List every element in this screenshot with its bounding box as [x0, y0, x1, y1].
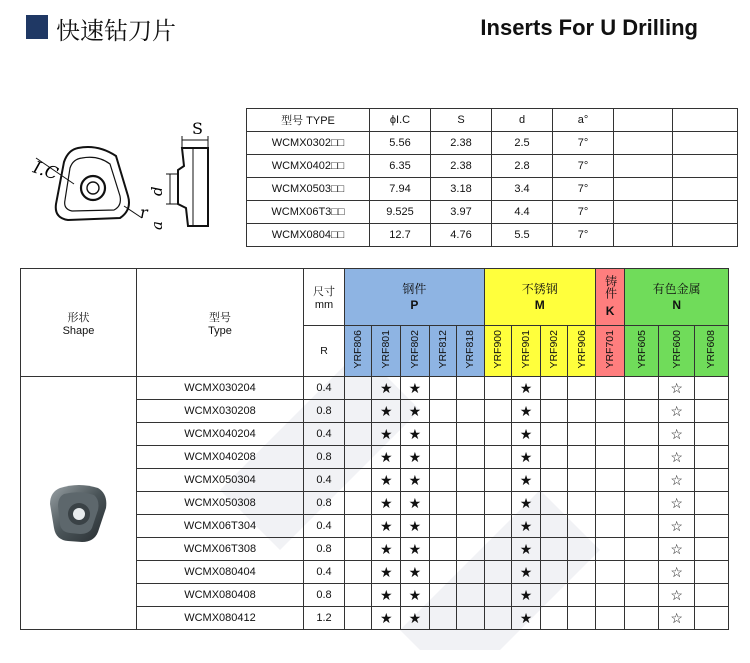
recommended-star-icon: ★ [372, 423, 401, 446]
grade-cell [568, 584, 595, 607]
grade-header-yrf600 [659, 326, 694, 377]
grade-name: YRF812 [437, 330, 450, 369]
grade-header-yrf801 [372, 326, 401, 377]
type-cell: WCMX080408 [137, 584, 304, 607]
recommended-star-icon: ★ [401, 561, 430, 584]
grade-cell [457, 584, 484, 607]
grade-name: YRF701 [604, 330, 617, 369]
grade-cell [429, 607, 456, 630]
spec-type-cell: WCMX06T3□□ [247, 201, 370, 224]
material-group-code: K [605, 304, 615, 318]
grade-cell [429, 561, 456, 584]
grade-header-yrf605 [625, 326, 659, 377]
grade-cell [457, 607, 484, 630]
grade-cell [694, 607, 728, 630]
grade-cell [457, 469, 484, 492]
grade-cell [484, 469, 511, 492]
grade-cell [540, 584, 567, 607]
recommended-star-icon: ★ [372, 584, 401, 607]
grade-cell [429, 492, 456, 515]
grade-cell [457, 538, 484, 561]
recommended-star-icon: ★ [512, 584, 541, 607]
spec-type-cell: WCMX0804□□ [247, 224, 370, 247]
recommended-star-icon: ★ [512, 400, 541, 423]
spec-row [247, 155, 738, 178]
grade-cell [345, 584, 372, 607]
grade-cell [595, 423, 625, 446]
grade-cell [568, 423, 595, 446]
spec-value-cell: 3.97 [431, 201, 492, 224]
size-header-unit: mm [314, 299, 334, 311]
spec-header-type: 型号 TYPE [247, 109, 370, 132]
grade-cell [484, 607, 511, 630]
spec-value-cell: 5.5 [492, 224, 553, 247]
type-header [137, 269, 304, 377]
spec-value-cell: 4.4 [492, 201, 553, 224]
recommended-star-icon: ★ [401, 423, 430, 446]
recommended-star-icon: ★ [372, 492, 401, 515]
grade-cell [540, 469, 567, 492]
label-ic: I.C [30, 157, 61, 185]
recommended-star-icon: ★ [372, 607, 401, 630]
spec-header-blank [614, 109, 673, 132]
grade-cell [568, 492, 595, 515]
grade-cell [484, 492, 511, 515]
grade-cell [625, 584, 659, 607]
size-header-cn: 尺寸 [313, 286, 335, 298]
grade-cell [694, 446, 728, 469]
grade-table [20, 268, 729, 630]
spec-header-ic: ϕI.C [370, 109, 431, 132]
label-r: r [140, 203, 148, 222]
material-group-cn: 不锈钢 [521, 282, 558, 296]
grade-cell [625, 492, 659, 515]
recommended-star-icon: ★ [512, 607, 541, 630]
spec-value-cell: 3.18 [431, 178, 492, 201]
label-d: d [148, 186, 166, 196]
material-group-cn: 有色金属 [652, 282, 701, 296]
spec-value-cell [673, 178, 738, 201]
spec-value-cell: 6.35 [370, 155, 431, 178]
grade-cell [484, 400, 511, 423]
grade-header-yrf901 [512, 326, 541, 377]
recommended-star-icon: ★ [401, 469, 430, 492]
grade-cell [429, 538, 456, 561]
material-group-p [345, 269, 485, 326]
grade-cell [568, 538, 595, 561]
recommended-star-icon: ★ [512, 561, 541, 584]
grade-cell [429, 423, 456, 446]
grade-cell [595, 446, 625, 469]
spec-value-cell: 9.525 [370, 201, 431, 224]
spec-value-cell: 3.4 [492, 178, 553, 201]
grade-header-yrf806 [345, 326, 372, 377]
grade-cell [540, 492, 567, 515]
grade-cell [625, 607, 659, 630]
material-group-m [484, 269, 595, 326]
spec-value-cell [614, 201, 673, 224]
grade-cell [540, 423, 567, 446]
grade-name: YRF600 [670, 330, 683, 369]
grade-cell [457, 492, 484, 515]
shape-header-cn: 形状 [67, 311, 90, 324]
recommended-star-icon: ★ [512, 446, 541, 469]
grade-header-yrf701 [595, 326, 625, 377]
grade-header-yrf818 [457, 326, 484, 377]
optional-star-icon: ☆ [659, 584, 694, 607]
recommended-star-icon: ★ [372, 446, 401, 469]
optional-star-icon: ☆ [659, 607, 694, 630]
grade-cell [540, 446, 567, 469]
spec-value-cell: 7° [553, 224, 614, 247]
recommended-star-icon: ★ [401, 607, 430, 630]
grade-cell [595, 584, 625, 607]
grade-row [21, 377, 729, 400]
grade-cell [625, 469, 659, 492]
recommended-star-icon: ★ [512, 515, 541, 538]
grade-header-yrf900 [484, 326, 511, 377]
grade-cell [484, 423, 511, 446]
grade-cell [595, 515, 625, 538]
grade-cell [429, 377, 456, 400]
shape-header [21, 269, 137, 377]
recommended-star-icon: ★ [372, 538, 401, 561]
type-header-en: Type [208, 324, 232, 337]
grade-cell [540, 377, 567, 400]
grade-cell [625, 446, 659, 469]
radius-cell: 0.8 [304, 492, 345, 515]
grade-name: YRF906 [575, 330, 588, 369]
grade-cell [429, 446, 456, 469]
grade-cell [457, 377, 484, 400]
recommended-star-icon: ★ [401, 492, 430, 515]
radius-cell: 0.4 [304, 561, 345, 584]
material-group-k [595, 269, 625, 326]
recommended-star-icon: ★ [512, 492, 541, 515]
optional-star-icon: ☆ [659, 469, 694, 492]
optional-star-icon: ☆ [659, 446, 694, 469]
optional-star-icon: ☆ [659, 515, 694, 538]
spec-value-cell: 2.8 [492, 155, 553, 178]
grade-name: YRF818 [464, 330, 477, 369]
recommended-star-icon: ★ [372, 561, 401, 584]
grade-cell [568, 377, 595, 400]
insert-shape-image [46, 482, 112, 544]
grade-name: YRF806 [352, 330, 365, 369]
recommended-star-icon: ★ [401, 538, 430, 561]
spec-row [247, 132, 738, 155]
grade-name: YRF902 [548, 330, 561, 369]
shape-header-en: Shape [62, 324, 95, 337]
grade-header-yrf802 [401, 326, 430, 377]
grade-header-yrf608 [694, 326, 728, 377]
spec-value-cell [614, 224, 673, 247]
recommended-star-icon: ★ [512, 423, 541, 446]
grade-cell [568, 446, 595, 469]
radius-cell: 0.4 [304, 469, 345, 492]
material-group-code: P [410, 298, 419, 312]
spec-value-cell: 4.76 [431, 224, 492, 247]
type-cell: WCMX050308 [137, 492, 304, 515]
spec-value-cell: 2.38 [431, 132, 492, 155]
radius-cell: 0.8 [304, 538, 345, 561]
label-s: S [192, 119, 203, 138]
spec-value-cell: 5.56 [370, 132, 431, 155]
spec-row [247, 201, 738, 224]
type-cell: WCMX080404 [137, 561, 304, 584]
grade-cell [429, 469, 456, 492]
grade-cell [457, 446, 484, 469]
radius-cell: 0.8 [304, 446, 345, 469]
grade-cell [429, 515, 456, 538]
type-cell: WCMX06T304 [137, 515, 304, 538]
grade-cell [595, 400, 625, 423]
spec-value-cell [673, 201, 738, 224]
grade-cell [457, 400, 484, 423]
spec-row [247, 178, 738, 201]
grade-cell [694, 561, 728, 584]
label-a: a [148, 221, 166, 230]
grade-cell [568, 400, 595, 423]
type-cell: WCMX050304 [137, 469, 304, 492]
grade-cell [595, 607, 625, 630]
type-cell: WCMX040208 [137, 446, 304, 469]
spec-value-cell: 7.94 [370, 178, 431, 201]
grade-cell [429, 584, 456, 607]
grade-cell [595, 469, 625, 492]
grade-cell [625, 561, 659, 584]
grade-cell [484, 446, 511, 469]
spec-type-cell: WCMX0402□□ [247, 155, 370, 178]
optional-star-icon: ☆ [659, 492, 694, 515]
grade-cell [457, 561, 484, 584]
r-header: R [304, 326, 345, 377]
grade-cell [429, 400, 456, 423]
material-group-code: N [672, 298, 682, 312]
spec-value-cell: 2.38 [431, 155, 492, 178]
material-group-n [625, 269, 729, 326]
grade-cell [484, 377, 511, 400]
spec-value-cell: 7° [553, 178, 614, 201]
type-cell: WCMX06T308 [137, 538, 304, 561]
grade-header-row-1 [21, 269, 729, 326]
grade-cell [540, 538, 567, 561]
recommended-star-icon: ★ [401, 446, 430, 469]
optional-star-icon: ☆ [659, 377, 694, 400]
grade-cell [625, 515, 659, 538]
grade-cell [595, 561, 625, 584]
grade-cell [595, 492, 625, 515]
spec-value-cell [614, 155, 673, 178]
optional-star-icon: ☆ [659, 423, 694, 446]
grade-cell [345, 446, 372, 469]
grade-cell [694, 515, 728, 538]
spec-value-cell: 12.7 [370, 224, 431, 247]
grade-cell [694, 492, 728, 515]
material-group-code: M [534, 298, 545, 312]
optional-star-icon: ☆ [659, 400, 694, 423]
title-marker [26, 15, 48, 39]
grade-cell [568, 469, 595, 492]
grade-cell [345, 423, 372, 446]
type-cell: WCMX040204 [137, 423, 304, 446]
recommended-star-icon: ★ [401, 400, 430, 423]
grade-cell [484, 515, 511, 538]
spec-value-cell: 7° [553, 155, 614, 178]
grade-cell [540, 400, 567, 423]
spec-value-cell: 2.5 [492, 132, 553, 155]
type-cell: WCMX030204 [137, 377, 304, 400]
grade-cell [457, 515, 484, 538]
radius-cell: 0.4 [304, 423, 345, 446]
grade-cell [625, 538, 659, 561]
grade-cell [694, 469, 728, 492]
grade-cell [484, 538, 511, 561]
grade-name: YRF802 [408, 330, 421, 369]
grade-name: YRF901 [520, 330, 533, 369]
grade-cell [694, 584, 728, 607]
grade-cell [595, 377, 625, 400]
spec-value-cell [673, 132, 738, 155]
grade-header-yrf906 [568, 326, 595, 377]
grade-header-yrf902 [540, 326, 567, 377]
spec-header-s: S [431, 109, 492, 132]
grade-name: YRF801 [380, 330, 393, 369]
grade-cell [345, 377, 372, 400]
grade-cell [694, 377, 728, 400]
grade-cell [484, 561, 511, 584]
insert-top-view [56, 147, 129, 220]
insert-drawing [28, 118, 228, 248]
radius-cell: 0.8 [304, 584, 345, 607]
grade-cell [540, 607, 567, 630]
spec-value-cell [614, 178, 673, 201]
page-title-en: Inserts For U Drilling [480, 15, 698, 40]
radius-cell: 0.4 [304, 515, 345, 538]
grade-cell [568, 515, 595, 538]
grade-cell [625, 423, 659, 446]
grade-cell [568, 607, 595, 630]
type-cell: WCMX030208 [137, 400, 304, 423]
material-group-cn: 钢件 [402, 282, 427, 296]
spec-row [247, 224, 738, 247]
grade-name: YRF608 [705, 330, 718, 369]
recommended-star-icon: ★ [401, 515, 430, 538]
grade-cell [595, 538, 625, 561]
grade-cell [625, 377, 659, 400]
radius-cell: 0.8 [304, 400, 345, 423]
spec-value-cell [673, 155, 738, 178]
grade-cell [345, 561, 372, 584]
spec-value-cell: 7° [553, 132, 614, 155]
recommended-star-icon: ★ [401, 377, 430, 400]
spec-header-blank [673, 109, 738, 132]
grade-cell [568, 561, 595, 584]
recommended-star-icon: ★ [512, 377, 541, 400]
recommended-star-icon: ★ [372, 515, 401, 538]
insert-side-view [178, 148, 208, 226]
recommended-star-icon: ★ [372, 400, 401, 423]
optional-star-icon: ☆ [659, 561, 694, 584]
spec-value-cell: 7° [553, 201, 614, 224]
page-title-cn: 快速钻刀片 [56, 17, 176, 45]
recommended-star-icon: ★ [372, 469, 401, 492]
grade-cell [345, 400, 372, 423]
grade-cell [345, 469, 372, 492]
spec-type-cell: WCMX0302□□ [247, 132, 370, 155]
grade-cell [345, 607, 372, 630]
radius-cell: 0.4 [304, 377, 345, 400]
spec-header-d: d [492, 109, 553, 132]
spec-header-a: a° [553, 109, 614, 132]
spec-header-row [247, 109, 738, 132]
size-header [304, 269, 345, 326]
spec-value-cell [673, 224, 738, 247]
grade-cell [345, 492, 372, 515]
recommended-star-icon: ★ [512, 538, 541, 561]
grade-cell [345, 538, 372, 561]
grade-cell [345, 515, 372, 538]
grade-cell [484, 584, 511, 607]
optional-star-icon: ☆ [659, 538, 694, 561]
spec-type-cell: WCMX0503□□ [247, 178, 370, 201]
type-cell: WCMX080412 [137, 607, 304, 630]
radius-cell: 1.2 [304, 607, 345, 630]
grade-cell [625, 400, 659, 423]
grade-cell [540, 515, 567, 538]
grade-name: YRF605 [635, 330, 648, 369]
spec-table [246, 108, 738, 247]
grade-cell [457, 423, 484, 446]
grade-name: YRF900 [491, 330, 504, 369]
recommended-star-icon: ★ [372, 377, 401, 400]
grade-cell [694, 400, 728, 423]
recommended-star-icon: ★ [401, 584, 430, 607]
type-header-cn: 型号 [209, 311, 231, 324]
grade-header-yrf812 [429, 326, 456, 377]
material-group-cn: 铸件 [603, 275, 618, 299]
spec-value-cell [614, 132, 673, 155]
grade-cell [694, 538, 728, 561]
recommended-star-icon: ★ [512, 469, 541, 492]
grade-cell [540, 561, 567, 584]
grade-cell [694, 423, 728, 446]
